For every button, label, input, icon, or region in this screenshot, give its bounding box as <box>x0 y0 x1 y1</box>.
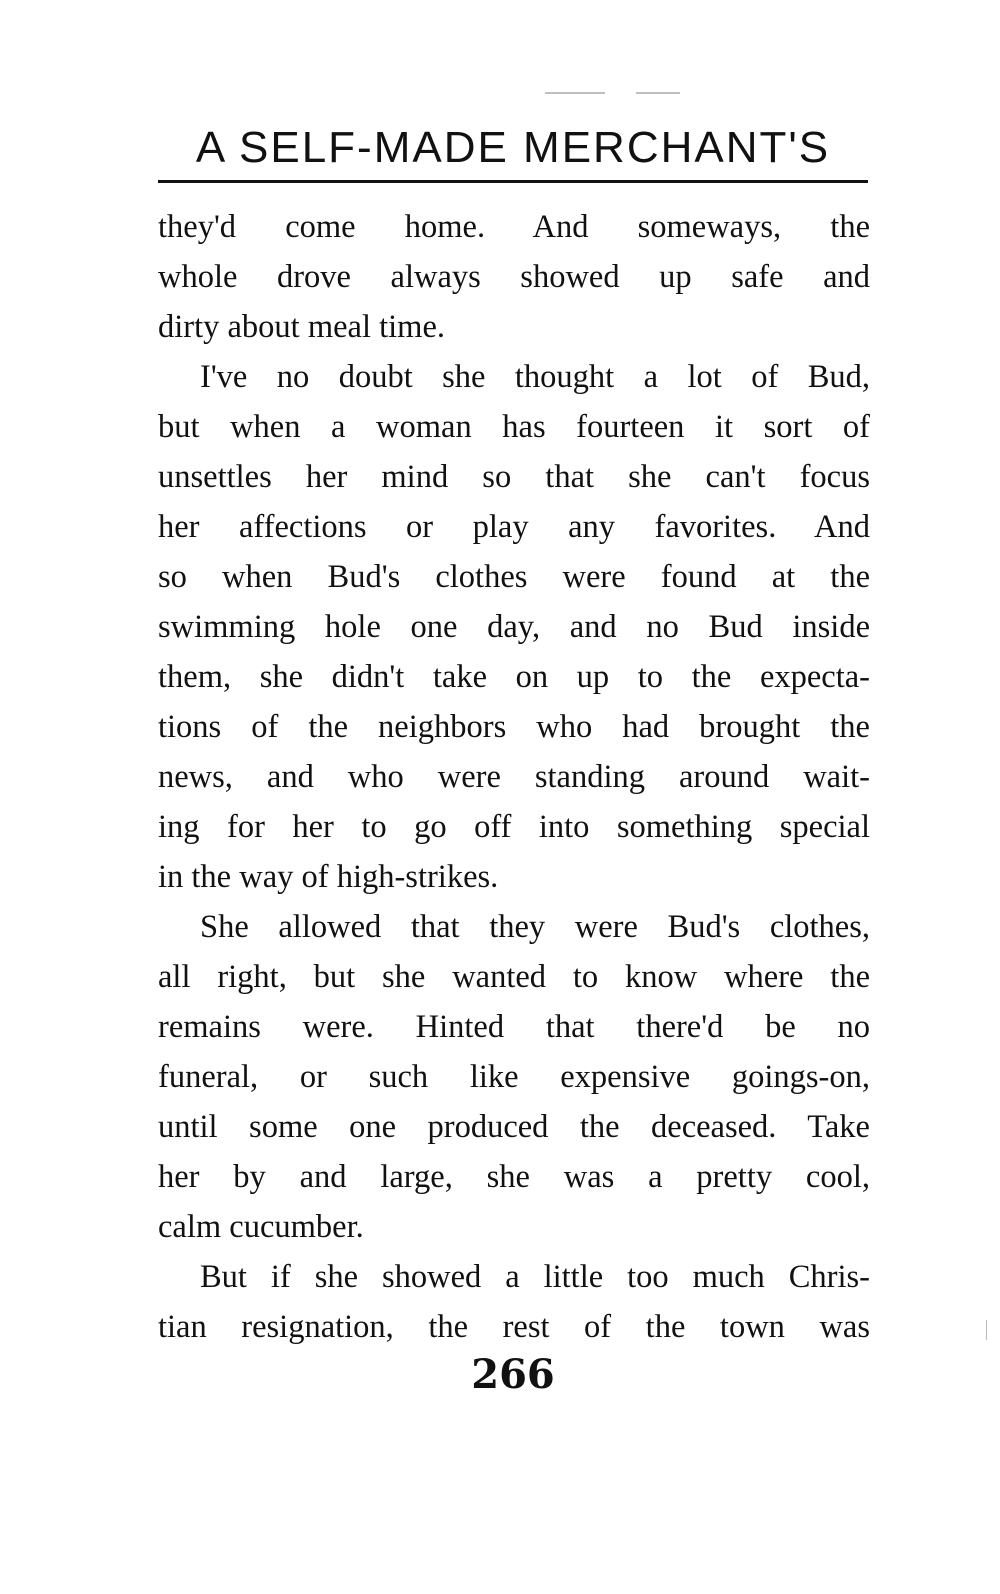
text-line: her affections or play any favorites. And <box>158 509 870 545</box>
text-line: unsettles her mind so that she can't focus <box>158 459 870 495</box>
text-line: her by and large, she was a pretty cool, <box>158 1159 870 1195</box>
text-line: She allowed that they were Bud's clothes, <box>200 909 870 945</box>
text-line: they'd come home. And someways, the <box>158 209 870 245</box>
page-number: 266 <box>471 1351 555 1398</box>
text-line: whole drove always showed up safe and <box>158 259 870 295</box>
header-rule <box>158 180 868 183</box>
text-line: in the way of high-strikes. <box>158 859 499 895</box>
text-line: funeral, or such like expensive goings-on, <box>158 1059 870 1095</box>
text-line: ing for her to go off into something special <box>158 809 870 845</box>
print-smudge <box>545 92 605 94</box>
text-line: But if she showed a little too much Chris- <box>200 1259 870 1295</box>
text-line: remains were. Hinted that there'd be no <box>158 1009 870 1045</box>
text-line: tions of the neighbors who had brought the <box>158 709 870 745</box>
print-smudge <box>636 92 680 94</box>
body-text <box>158 202 870 1352</box>
text-line: all right, but she wanted to know where the <box>158 959 870 995</box>
text-line: news, and who were standing around wait- <box>158 759 870 795</box>
text-line: dirty about meal time. <box>158 309 446 345</box>
text-line: until some one produced the deceased. Take <box>158 1109 870 1145</box>
text-line: tian resignation, the rest of the town was <box>158 1309 870 1345</box>
text-line: so when Bud's clothes were found at the <box>158 559 870 595</box>
text-line: calm cucumber. <box>158 1209 364 1245</box>
text-line: but when a woman has fourteen it sort of <box>158 409 870 445</box>
text-line: I've no doubt she thought a lot of Bud, <box>200 359 870 395</box>
print-mark <box>986 1320 987 1340</box>
text-line: them, she didn't take on up to the expecta- <box>158 659 870 695</box>
text-line: swimming hole one day, and no Bud inside <box>158 609 870 645</box>
running-head: A SELF-MADE MERCHANT'S <box>195 123 831 172</box>
